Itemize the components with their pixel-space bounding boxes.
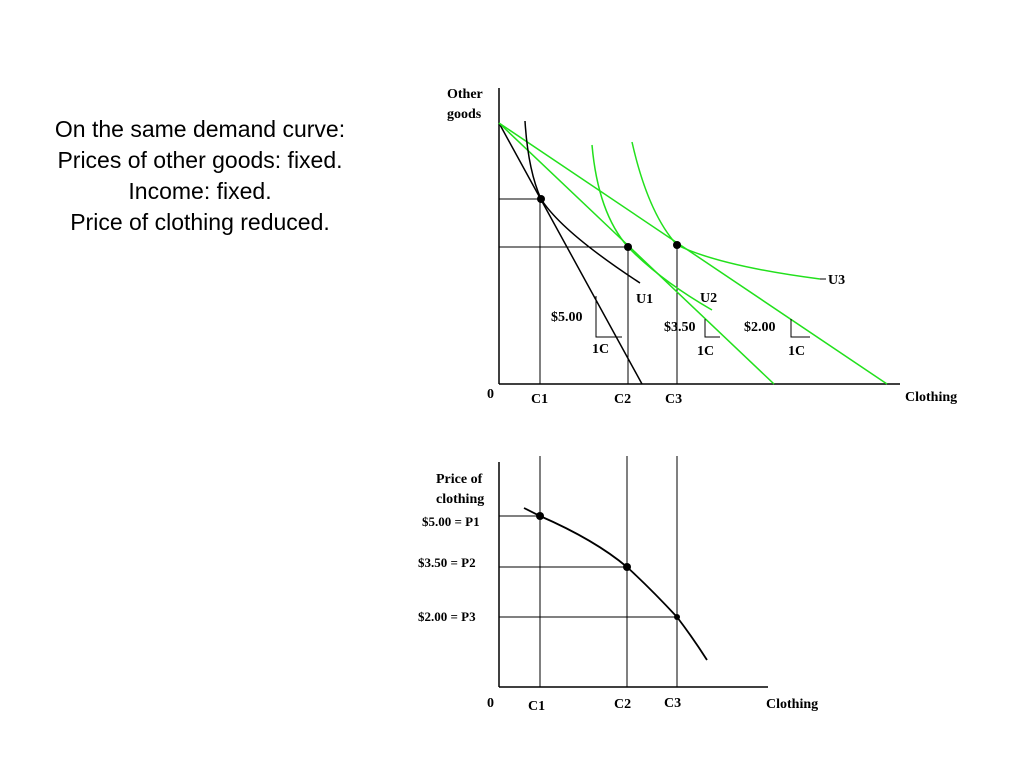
demand-point-3 (674, 614, 680, 620)
top-y-axis-label-line1: Other (447, 87, 483, 102)
unit-label-1: 1C (592, 342, 610, 357)
top-y-axis-label-line2: goods (447, 107, 482, 122)
bottom-chart (418, 456, 818, 714)
top-x-tick-c1: C1 (531, 392, 549, 407)
indifference-curve-u3 (632, 142, 820, 279)
top-x-axis-label: Clothing (905, 390, 958, 405)
bottom-x-tick-c1: C1 (528, 699, 546, 714)
price-label-p2: $3.50 = P2 (418, 555, 476, 570)
unit-label-2: 1C (697, 344, 715, 359)
tangency-point-1 (537, 195, 545, 203)
budget-line-2-00 (499, 123, 887, 384)
bottom-x-axis-label: Clothing (766, 697, 819, 712)
price-label-p3: $2.00 = P3 (418, 609, 476, 624)
bottom-origin-label: 0 (487, 696, 494, 711)
demand-point-2 (623, 563, 631, 571)
slope-triangle-5 (596, 296, 622, 337)
tangency-point-2 (624, 243, 632, 251)
demand-point-1 (536, 512, 544, 520)
price-label-p1: $5.00 = P1 (422, 514, 480, 529)
caption-line-3: Income: fixed. (128, 178, 272, 204)
caption-line-1: On the same demand curve: (54, 116, 346, 142)
price-slope-3-50: $3.50 (664, 320, 696, 335)
bottom-y-axis-label-line2: clothing (436, 492, 485, 507)
budget-line-5 (499, 123, 642, 384)
slope-triangle-3-50 (705, 319, 720, 337)
bottom-x-tick-c3: C3 (664, 696, 682, 711)
top-origin-label: 0 (487, 387, 494, 402)
label-u3: U3 (828, 273, 846, 288)
price-slope-5: $5.00 (551, 310, 583, 325)
label-u2: U2 (700, 291, 718, 306)
bottom-y-axis-label-line1: Price of (436, 472, 483, 487)
top-chart (447, 87, 957, 407)
top-x-tick-c3: C3 (665, 392, 683, 407)
label-u1: U1 (636, 292, 654, 307)
top-x-tick-c2: C2 (614, 392, 632, 407)
caption-line-2: Prices of other goods: fixed. (57, 147, 343, 173)
tangency-point-3 (673, 241, 681, 249)
price-slope-2-00: $2.00 (744, 320, 776, 335)
unit-label-3: 1C (788, 344, 806, 359)
bottom-x-tick-c2: C2 (614, 697, 632, 712)
demand-curve (524, 508, 707, 660)
caption-line-4: Price of clothing reduced. (70, 209, 330, 235)
